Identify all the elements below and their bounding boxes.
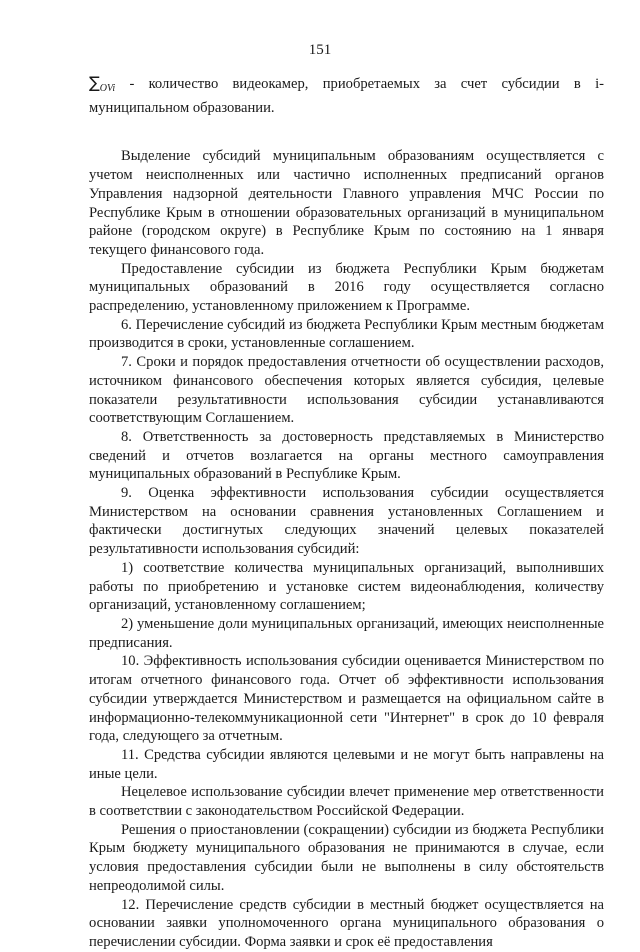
- formula-subscript: OVi: [99, 83, 116, 94]
- document-body: [89, 74, 604, 952]
- paragraph-subitem-1: 1) соответствие количества муниципальных организаций, выполнивших работы по приобретению и установке систем видеонаблюдения, количеству организаций, установленному соглашением;: [89, 559, 604, 614]
- paragraph-item-11: 11. Средства субсидии являются целевыми и не могут быть направлены на иные цели.: [89, 746, 604, 782]
- paragraph-item-8: 8. Ответственность за достоверность представляемых в Министерство сведений и отчетов возлагается на органы местного самоуправления муниципальных образований в Республике Крым.: [89, 428, 604, 483]
- paragraph-allocation: Выделение субсидий муниципальным образованиям осуществляется с учетом неисполненных или частично исполненных предписаний органов Управления надзорной деятельности Главного управления МЧС России по Республике Крым в отношении образовательных организаций в муниципальном районе (городском округе) в Республике Крым по состоянию на 1 января текущего финансового года.: [89, 148, 604, 258]
- sigma-symbol: ∑: [89, 73, 100, 92]
- formula-description: - количество видеокамер, приобретаемых за счет субсидии в i-муниципальном образовании.: [89, 76, 604, 116]
- paragraph-spacer: [89, 117, 604, 147]
- paragraph-subitem-2: 2) уменьшение доли муниципальных организаций, имеющих неисполненные предписания.: [89, 615, 604, 651]
- paragraph-suspension: Решения о приостановлении (сокращении) субсидии из бюджета Республики Крым бюджету муниципального образования не принимаются в случае, если условия предоставления субсидии были не выполнены в силу обстоятельств непреодолимой силы.: [89, 821, 604, 894]
- paragraph-misuse: Нецелевое использование субсидии влечет применение мер ответственности в соответствии с законодательством Российской Федерации.: [89, 784, 604, 820]
- paragraph-item-9: 9. Оценка эффективности использования субсидии осуществляется Министерством на основании сравнения установленных Соглашением и фактически достигнутых следующих значений целевых показателей результативности использования субсидий:: [89, 485, 604, 558]
- paragraph-item-7: 7. Сроки и порядок предоставления отчетности об осуществлении расходов, источником финансового обеспечения которых является субсидия, целевые показатели результативности использования субсидии устанавливаются соответствующим Соглашением.: [89, 354, 604, 427]
- paragraph-item-12: 12. Перечисление средств субсидии в местный бюджет осуществляется на основании заявки уполномоченного органа муниципального образования о перечислении субсидии. Форма заявки и срок её предоставления: [89, 896, 604, 950]
- paragraph-provision: Предоставление субсидии из бюджета Республики Крым бюджетам муниципальных образований в 2016 году осуществляется согласно распределению, установленному приложением к Программе.: [89, 260, 604, 315]
- page-number: 151: [308, 42, 332, 58]
- paragraph-item-10: 10. Эффективность использования субсидии оценивается Министерством по итогам отчетного финансового года. Отчет об эффективности использования субсидии утверждается Министерством и размещается на официальном сайте в информационно-телекоммуникационной сети "Интернет" в срок до 10 февраля года, следующего за отчетным.: [89, 653, 604, 745]
- formula-definition: [89, 74, 604, 117]
- paragraph-item-6: 6. Перечисление субсидий из бюджета Республики Крым местным бюджетам производится в сроки, установленные соглашением.: [89, 316, 604, 352]
